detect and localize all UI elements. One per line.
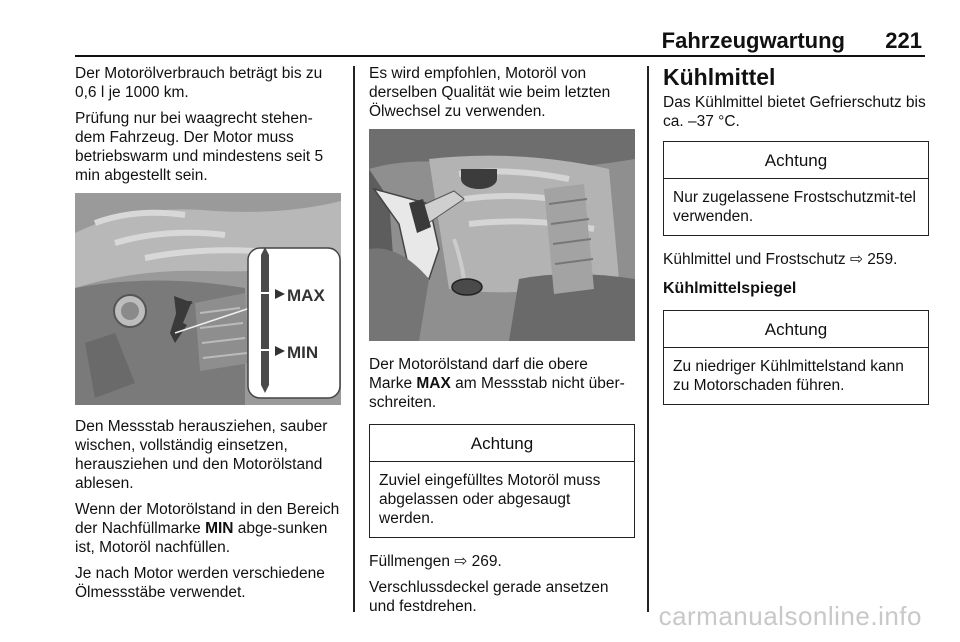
max-label: MAX: [287, 286, 325, 305]
dipstick-reading-text: Den Messstab herausziehen, sauber wischen, vollständig einsetzen, herausziehen und den Motorölstand ablesen.: [75, 418, 328, 492]
watermark: carmanualsonline.info: [658, 601, 922, 631]
caution-heading: Achtung: [664, 311, 928, 348]
subheading-coolant-level: Kühlmittelspiegel: [663, 280, 797, 297]
dipstick-variants-text: Je nach Motor werden verschiedene Ölmessstäbe verwendet.: [75, 565, 325, 601]
page-header-title: Fahrzeugwartung: [661, 28, 845, 53]
caution-heading: Achtung: [370, 425, 634, 462]
page-number: 221: [885, 28, 922, 53]
min-label: MIN: [287, 343, 319, 362]
column-divider: [647, 66, 649, 612]
engine-oil-fill-illustration: [369, 129, 635, 341]
header-rule: [75, 55, 925, 57]
check-conditions-text: Prüfung nur bei waagrecht stehen-dem Fahrzeug. Der Motor muss betriebswarm und mindestens seit 5 min abgestellt sein.: [75, 110, 324, 184]
caution-box-antifreeze: [663, 141, 929, 236]
caution-text: Zuviel eingefülltes Motoröl muss abgelassen oder abgesaugt werden.: [379, 472, 601, 527]
left-column: [75, 64, 341, 609]
refill-text: Wenn der Motorölstand in den Bereich der Nachfüllmarke MIN abge-sunken ist, Motoröl nachfüllen.: [75, 501, 340, 556]
fill-quantities-reference: Füllmengen ⇨ 269.: [369, 553, 502, 570]
caution-text: Nur zugelassene Frostschutzmit-tel verwenden.: [673, 189, 916, 225]
column-divider: [353, 66, 355, 612]
coolant-antifreeze-reference: Kühlmittel und Frostschutz ⇨ 259.: [663, 251, 898, 268]
oil-filling-figure: [369, 129, 635, 341]
coolant-intro-text: Das Kühlmittel bietet Gefrierschutz bis ca. –37 °C.: [663, 94, 926, 130]
oil-consumption-text: Der Motorölverbrauch beträgt bis zu 0,6 l je 1000 km.: [75, 65, 323, 101]
section-heading-coolant: Kühlmittel: [663, 64, 776, 90]
max-mark-text: Der Motorölstand darf die obere Marke MAX am Messstab nicht über-schreiten.: [369, 356, 625, 411]
middle-column: [369, 64, 635, 623]
dipstick-figure: [75, 193, 341, 405]
cap-instruction-text: Verschlussdeckel gerade ansetzen und festdrehen.: [369, 579, 609, 615]
caution-heading: Achtung: [664, 142, 928, 179]
caution-box-overfill: [369, 424, 635, 538]
max-mark: MAX: [416, 375, 451, 392]
oil-quality-text: Es wird empfohlen, Motoröl von derselben Qualität wie beim letzten Ölwechsel zu verwenden.: [369, 65, 611, 120]
min-mark: MIN: [205, 520, 234, 537]
caution-box-low-coolant: [663, 310, 929, 405]
caution-text: Zu niedriger Kühlmittelstand kann zu Motorschaden führen.: [673, 358, 904, 394]
right-column: [663, 64, 929, 419]
